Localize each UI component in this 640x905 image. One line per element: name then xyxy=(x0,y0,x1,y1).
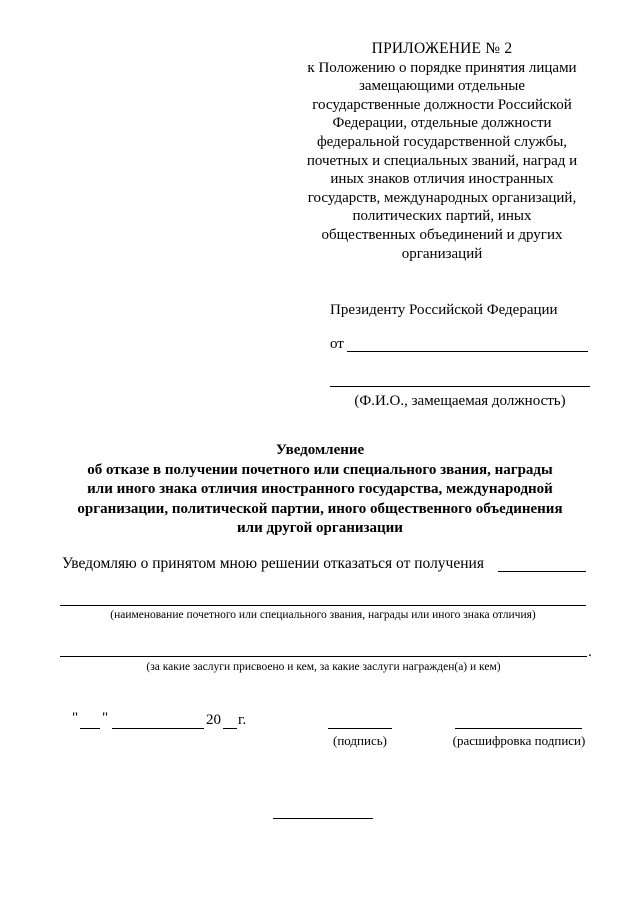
date-day-line[interactable] xyxy=(80,728,100,729)
date-year-suffix: г. xyxy=(238,712,247,728)
award-caption: (наименование почетного или специального звания, награды или иного знака отличия) xyxy=(110,609,536,621)
award-field-line-inline[interactable] xyxy=(498,571,586,572)
appendix-line: государств, международных организаций, xyxy=(307,189,577,206)
signature-caption: (подпись) xyxy=(333,733,387,748)
appendix-line: федеральной государственной службы, xyxy=(316,133,568,150)
appendix-line: Федерации, отдельные должности xyxy=(332,115,552,132)
notice-subtitle-line: или иного знака отличия иностранного государства, международной xyxy=(87,481,553,497)
date-quote-open: " xyxy=(72,710,79,726)
appendix-line: общественных объединений и других xyxy=(321,226,563,243)
notice-text: Уведомляю о принятом мною решении отказаться от получения xyxy=(62,555,484,572)
footnote-separator xyxy=(273,818,373,819)
notice-subtitle-line: организации, политической партии, иного общественного объединения xyxy=(77,500,563,517)
appendix-line: государственные должности Российской xyxy=(312,96,572,113)
appendix-line: политических партий, иных xyxy=(352,208,532,225)
notice-subtitle-line: или другой организации xyxy=(237,520,403,536)
trailing-dot: . xyxy=(588,644,592,660)
appendix-block xyxy=(286,40,598,263)
from-label: от xyxy=(330,336,344,352)
fio-caption: (Ф.И.О., замещаемая должность) xyxy=(354,393,566,409)
date-quote-close: " xyxy=(102,710,109,726)
appendix-title: ПРИЛОЖЕНИЕ № 2 xyxy=(371,40,513,57)
date-year-prefix: 20 xyxy=(206,712,221,728)
merits-field-line[interactable] xyxy=(60,656,587,657)
notice-subtitle-line: об отказе в получении почетного или специального звания, награды xyxy=(87,461,553,478)
appendix-line: замещающими отдельные xyxy=(358,78,526,95)
fio-field-line[interactable] xyxy=(330,386,590,387)
signature-decode-line[interactable] xyxy=(455,728,582,729)
date-year-line[interactable] xyxy=(223,728,237,729)
signature-line[interactable] xyxy=(328,728,392,729)
notice-title: Уведомление xyxy=(275,442,365,458)
appendix-line: иных знаков отличия иностранных xyxy=(330,171,554,188)
signature-decode-caption: (расшифровка подписи) xyxy=(452,733,586,748)
addressee-to: Президенту Российской Федерации xyxy=(330,302,558,318)
appendix-line: организаций xyxy=(401,245,483,262)
from-row xyxy=(330,336,590,354)
appendix-line: почетных и специальных званий, наград и xyxy=(306,152,578,169)
from-field-line[interactable] xyxy=(347,351,588,352)
merits-caption: (за какие заслуги присвоено и кем, за какие заслуги награжден(а) и кем) xyxy=(146,661,501,673)
award-field-line[interactable] xyxy=(60,605,586,606)
notice-heading xyxy=(40,441,600,539)
appendix-line: к Положению о порядке принятия лицами xyxy=(307,59,577,76)
date-month-line[interactable] xyxy=(112,728,204,729)
